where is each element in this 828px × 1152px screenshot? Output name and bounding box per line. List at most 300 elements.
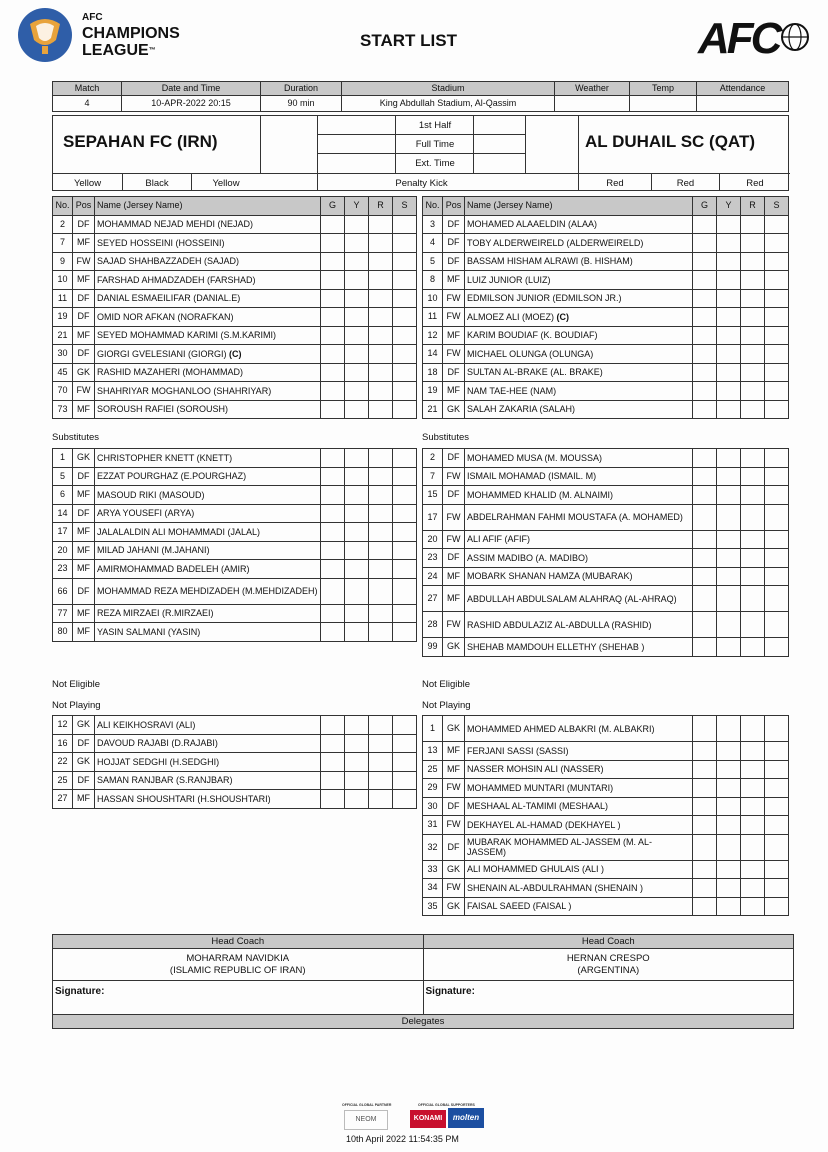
player-row: [53, 252, 417, 271]
home-coach-name: MOHARRAM NAVIDKIA: [186, 952, 290, 964]
red-cell: [741, 271, 765, 290]
player-name: ARYA YOUSEFI (ARYA): [95, 504, 321, 523]
sub-cell: [765, 467, 789, 486]
sub-cell: [393, 790, 417, 809]
datetime-value: 10-APR-2022 20:15: [122, 96, 261, 112]
player-position: FW: [443, 345, 465, 364]
acl-trophy-icon: [16, 6, 74, 64]
goals-cell: [693, 834, 717, 860]
yellow-cell: [717, 549, 741, 568]
red-cell: [369, 308, 393, 327]
player-name: CHRISTOPHER KNETT (KNETT): [95, 449, 321, 468]
player-name: NAM TAE-HEE (NAM): [465, 382, 693, 401]
player-position: GK: [443, 400, 465, 419]
goals-cell: [321, 734, 345, 753]
player-row: [423, 834, 789, 860]
red-cell: [369, 578, 393, 604]
goals-cell: [693, 860, 717, 879]
player-name: ASSIM MADIBO (A. MADIBO): [465, 549, 693, 568]
player-position: DF: [443, 215, 465, 234]
yellow-cell: [717, 816, 741, 835]
player-row: [423, 638, 789, 657]
red-cell: [741, 586, 765, 612]
yellow-cell: [717, 467, 741, 486]
red-cell: [741, 234, 765, 253]
col-r: R: [741, 197, 765, 216]
sub-cell: [393, 623, 417, 642]
home-starters-table: [52, 196, 417, 419]
red-cell: [741, 326, 765, 345]
red-cell: [741, 834, 765, 860]
goals-cell: [693, 567, 717, 586]
player-number: 27: [53, 790, 73, 809]
player-number: 20: [53, 541, 73, 560]
player-name: MOHAMED MUSA (M. MOUSSA): [465, 449, 693, 468]
sub-cell: [393, 308, 417, 327]
goals-cell: [321, 541, 345, 560]
player-name: MOHAMMAD REZA MEHDIZADEH (M.MEHDIZADEH): [95, 578, 321, 604]
sub-cell: [765, 234, 789, 253]
goals-cell: [693, 289, 717, 308]
goals-cell: [693, 897, 717, 916]
player-position: MF: [73, 486, 95, 505]
sub-cell: [765, 289, 789, 308]
red-cell: [741, 449, 765, 468]
player-number: 19: [53, 308, 73, 327]
player-name: MOHAMMAD NEJAD MEHDI (NEJAD): [95, 215, 321, 234]
red-cell: [741, 567, 765, 586]
sub-cell: [393, 523, 417, 542]
yellow-cell: [345, 289, 369, 308]
red-cell: [369, 734, 393, 753]
player-number: 23: [53, 560, 73, 579]
player-position: FW: [73, 252, 95, 271]
goals-cell: [693, 382, 717, 401]
goals-cell: [693, 363, 717, 382]
player-name: SEYED MOHAMMAD KARIMI (S.M.KARIMI): [95, 326, 321, 345]
player-number: 22: [53, 753, 73, 772]
goals-cell: [693, 467, 717, 486]
player-row: [53, 215, 417, 234]
player-name: NASSER MOHSIN ALI (NASSER): [465, 760, 693, 779]
player-position: MF: [73, 523, 95, 542]
player-name: ALI KEIKHOSRAVI (ALI): [95, 716, 321, 735]
player-row: [423, 467, 789, 486]
player-position: MF: [73, 623, 95, 642]
sub-cell: [393, 504, 417, 523]
molten-logo: molten: [448, 1108, 484, 1128]
print-timestamp: 10th April 2022 11:54:35 PM: [346, 1134, 459, 1144]
player-position: GK: [73, 449, 95, 468]
player-name: DAVOUD RAJABI (D.RAJABI): [95, 734, 321, 753]
player-position: MF: [443, 760, 465, 779]
yellow-cell: [717, 860, 741, 879]
col-s: S: [765, 197, 789, 216]
red-cell: [369, 604, 393, 623]
player-number: 35: [423, 897, 443, 916]
player-number: 25: [53, 771, 73, 790]
sub-cell: [393, 541, 417, 560]
goals-cell: [693, 252, 717, 271]
sub-cell: [765, 860, 789, 879]
player-position: FW: [73, 382, 95, 401]
yellow-cell: [717, 897, 741, 916]
yellow-cell: [345, 382, 369, 401]
sub-cell: [765, 816, 789, 835]
yellow-cell: [345, 604, 369, 623]
player-row: [53, 363, 417, 382]
red-cell: [741, 504, 765, 530]
player-name: GIORGI GVELESIANI (GIORGI) (C): [95, 345, 321, 364]
sub-cell: [393, 467, 417, 486]
goals-cell: [321, 753, 345, 772]
player-name: SAMAN RANJBAR (S.RANJBAR): [95, 771, 321, 790]
yellow-cell: [345, 400, 369, 419]
player-number: 5: [53, 467, 73, 486]
goals-cell: [693, 779, 717, 798]
sub-cell: [765, 363, 789, 382]
player-row: [53, 753, 417, 772]
away-signature[interactable]: [423, 981, 794, 1015]
col-y: Y: [717, 197, 741, 216]
red-cell: [741, 638, 765, 657]
sub-cell: [765, 797, 789, 816]
sub-cell: [765, 308, 789, 327]
player-name: MESHAAL AL-TAMIMI (MESHAAL): [465, 797, 693, 816]
goals-cell: [693, 638, 717, 657]
yellow-cell: [717, 797, 741, 816]
coaches-table: [52, 934, 794, 1029]
player-position: DF: [443, 549, 465, 568]
player-row: [423, 760, 789, 779]
goals-cell: [321, 486, 345, 505]
player-number: 99: [423, 638, 443, 657]
goals-cell: [693, 234, 717, 253]
player-name: MASOUD RIKI (MASOUD): [95, 486, 321, 505]
sub-cell: [393, 449, 417, 468]
player-number: 5: [423, 252, 443, 271]
col-pos: Pos: [443, 197, 465, 216]
player-position: FW: [443, 816, 465, 835]
player-position: FW: [443, 467, 465, 486]
player-row: [423, 612, 789, 638]
player-row: [423, 252, 789, 271]
player-name: SOROUSH RAFIEI (SOROUSH): [95, 400, 321, 419]
goals-cell: [693, 879, 717, 898]
away-coach-label: Head Coach: [423, 935, 794, 949]
red-cell: [741, 400, 765, 419]
player-row: [423, 530, 789, 549]
sub-cell: [393, 560, 417, 579]
neom-logo: NEOM: [344, 1110, 388, 1130]
player-position: DF: [443, 363, 465, 382]
yellow-cell: [717, 289, 741, 308]
player-row: [423, 345, 789, 364]
yellow-cell: [717, 834, 741, 860]
player-name: MOHAMMED MUNTARI (MUNTARI): [465, 779, 693, 798]
player-name: MUBARAK MOHAMMED AL-JASSEM (M. AL-JASSEM): [465, 834, 693, 860]
player-row: [423, 897, 789, 916]
yellow-cell: [345, 363, 369, 382]
sponsor2-caption: OFFICIAL GLOBAL SUPPORTERS: [418, 1103, 475, 1107]
player-number: 9: [53, 252, 73, 271]
player-position: FW: [443, 612, 465, 638]
goals-cell: [321, 308, 345, 327]
acl-logo: [16, 6, 216, 66]
goals-cell: [321, 234, 345, 253]
player-name: REZA MIRZAEI (R.MIRZAEI): [95, 604, 321, 623]
sub-cell: [765, 530, 789, 549]
red-cell: [741, 308, 765, 327]
player-name: SHENAIN AL-ABDULRAHMAN (SHENAIN ): [465, 879, 693, 898]
player-position: DF: [73, 734, 95, 753]
red-cell: [741, 760, 765, 779]
player-row: [53, 486, 417, 505]
player-position: FW: [443, 879, 465, 898]
red-cell: [369, 716, 393, 735]
sub-cell: [765, 271, 789, 290]
home-kit-shirt: Yellow: [73, 178, 102, 189]
match-value: 4: [53, 96, 122, 112]
duration-label: Duration: [261, 82, 342, 96]
ext-time-label: Ext. Time: [415, 158, 455, 169]
goals-cell: [693, 612, 717, 638]
sub-cell: [765, 504, 789, 530]
player-position: GK: [443, 897, 465, 916]
sub-cell: [765, 612, 789, 638]
player-number: 31: [423, 816, 443, 835]
stadium-label: Stadium: [342, 82, 555, 96]
sub-cell: [393, 345, 417, 364]
away-starters-table: [422, 196, 789, 419]
red-cell: [369, 486, 393, 505]
away-kit-shirt: Red: [606, 178, 624, 189]
datetime-label: Date and Time: [122, 82, 261, 96]
player-name: SHEHAB MAMDOUH ELLETHY (SHEHAB ): [465, 638, 693, 657]
sub-cell: [765, 345, 789, 364]
goals-cell: [693, 308, 717, 327]
player-name: ISMAIL MOHAMAD (ISMAIL. M): [465, 467, 693, 486]
goals-cell: [321, 345, 345, 364]
player-row: [423, 879, 789, 898]
player-number: 12: [423, 326, 443, 345]
player-row: [423, 400, 789, 419]
yellow-cell: [717, 879, 741, 898]
captain-marker: (C): [229, 348, 242, 359]
player-number: 77: [53, 604, 73, 623]
player-name: MOHAMMED KHALID (M. ALNAIMI): [465, 486, 693, 505]
player-number: 16: [53, 734, 73, 753]
player-position: MF: [443, 326, 465, 345]
sub-cell: [765, 586, 789, 612]
teams-box: [52, 115, 789, 191]
goals-cell: [321, 449, 345, 468]
globe-icon: [780, 22, 810, 52]
player-number: 8: [423, 271, 443, 290]
penalty-kick-label: Penalty Kick: [395, 178, 448, 189]
player-name: ALI MOHAMMED GHULAIS (ALI ): [465, 860, 693, 879]
col-no: No.: [423, 197, 443, 216]
red-cell: [369, 363, 393, 382]
player-row: [423, 449, 789, 468]
sub-cell: [393, 578, 417, 604]
player-number: 33: [423, 860, 443, 879]
sub-cell: [765, 382, 789, 401]
yellow-cell: [345, 271, 369, 290]
goals-cell: [321, 771, 345, 790]
player-number: 7: [53, 234, 73, 253]
player-row: [423, 586, 789, 612]
player-number: 32: [423, 834, 443, 860]
player-row: [423, 271, 789, 290]
brand-afc: AFC: [82, 12, 103, 23]
red-cell: [369, 326, 393, 345]
player-number: 12: [53, 716, 73, 735]
red-cell: [369, 234, 393, 253]
player-name: EZZAT POURGHAZ (E.POURGHAZ): [95, 467, 321, 486]
brand-champions: CHAMPIONS: [82, 25, 180, 42]
goals-cell: [693, 449, 717, 468]
red-cell: [369, 623, 393, 642]
player-position: MF: [443, 742, 465, 761]
goals-cell: [693, 504, 717, 530]
player-number: 13: [423, 742, 443, 761]
yellow-cell: [345, 623, 369, 642]
red-cell: [369, 504, 393, 523]
red-cell: [741, 382, 765, 401]
match-info-table: [52, 81, 789, 112]
red-cell: [741, 742, 765, 761]
player-row: [53, 523, 417, 542]
player-row: [53, 234, 417, 253]
brand-tm: ™: [148, 47, 156, 54]
col-s: S: [393, 197, 417, 216]
player-number: 18: [423, 363, 443, 382]
red-cell: [741, 467, 765, 486]
player-row: [53, 771, 417, 790]
player-position: FW: [443, 779, 465, 798]
duration-value: 90 min: [261, 96, 342, 112]
player-name: JALALALDIN ALI MOHAMMADI (JALAL): [95, 523, 321, 542]
captain-marker: (C): [556, 311, 570, 322]
goals-cell: [693, 271, 717, 290]
player-row: [53, 449, 417, 468]
red-cell: [741, 860, 765, 879]
player-number: 11: [423, 308, 443, 327]
goals-cell: [693, 486, 717, 505]
home-signature[interactable]: [53, 981, 424, 1015]
red-cell: [741, 530, 765, 549]
yellow-cell: [345, 467, 369, 486]
sponsor1-caption: OFFICIAL GLOBAL PARTNER: [342, 1103, 392, 1107]
player-number: 30: [53, 345, 73, 364]
home-team-name: SEPAHAN FC (IRN): [63, 132, 218, 151]
temp-label: Temp: [630, 82, 697, 96]
player-number: 17: [53, 523, 73, 542]
yellow-cell: [717, 567, 741, 586]
goals-cell: [693, 549, 717, 568]
yellow-cell: [717, 716, 741, 742]
col-g: G: [321, 197, 345, 216]
player-row: [423, 860, 789, 879]
col-name: Name (Jersey Name): [95, 197, 321, 216]
player-number: 1: [423, 716, 443, 742]
full-time-label: Full Time: [415, 139, 455, 150]
sub-cell: [393, 734, 417, 753]
red-cell: [741, 612, 765, 638]
player-row: [53, 604, 417, 623]
player-position: MF: [443, 567, 465, 586]
attendance-value: [697, 96, 789, 112]
goals-cell: [693, 345, 717, 364]
yellow-cell: [345, 449, 369, 468]
yellow-cell: [345, 345, 369, 364]
yellow-cell: [717, 742, 741, 761]
red-cell: [369, 252, 393, 271]
yellow-cell: [345, 308, 369, 327]
sub-cell: [393, 716, 417, 735]
player-name: DANIAL ESMAEILIFAR (DANIAL.E): [95, 289, 321, 308]
sub-cell: [765, 779, 789, 798]
home-kit-socks: Yellow: [212, 178, 240, 189]
red-cell: [741, 549, 765, 568]
player-name: HASSAN SHOUSHTARI (H.SHOUSHTARI): [95, 790, 321, 809]
yellow-cell: [717, 638, 741, 657]
goals-cell: [321, 326, 345, 345]
red-cell: [369, 271, 393, 290]
player-name: ABDELRAHMAN FAHMI MOUSTAFA (A. MOHAMED): [465, 504, 693, 530]
goals-cell: [321, 523, 345, 542]
player-row: [423, 486, 789, 505]
player-position: DF: [73, 467, 95, 486]
player-number: 34: [423, 879, 443, 898]
goals-cell: [321, 252, 345, 271]
red-cell: [741, 897, 765, 916]
match-label: Match: [53, 82, 122, 96]
red-cell: [369, 400, 393, 419]
player-number: 73: [53, 400, 73, 419]
goals-cell: [321, 400, 345, 419]
player-name: MOBARK SHANAN HAMZA (MUBARAK): [465, 567, 693, 586]
yellow-cell: [717, 486, 741, 505]
player-name: HOJJAT SEDGHI (H.SEDGHI): [95, 753, 321, 772]
player-row: [423, 549, 789, 568]
player-position: DF: [443, 234, 465, 253]
player-position: DF: [443, 834, 465, 860]
player-position: MF: [443, 271, 465, 290]
yellow-cell: [717, 308, 741, 327]
yellow-cell: [717, 363, 741, 382]
yellow-cell: [345, 790, 369, 809]
player-number: 2: [423, 449, 443, 468]
sub-cell: [765, 252, 789, 271]
sub-cell: [765, 716, 789, 742]
goals-cell: [321, 382, 345, 401]
player-position: DF: [73, 308, 95, 327]
player-name: OMID NOR AFKAN (NORAFKAN): [95, 308, 321, 327]
player-position: GK: [73, 716, 95, 735]
sub-cell: [765, 879, 789, 898]
player-position: DF: [443, 449, 465, 468]
player-number: 19: [423, 382, 443, 401]
red-cell: [369, 289, 393, 308]
temp-value: [630, 96, 697, 112]
player-position: GK: [73, 363, 95, 382]
away-subs-label: Substitutes: [422, 432, 469, 443]
player-name: FAISAL SAEED (FAISAL ): [465, 897, 693, 916]
player-row: [53, 400, 417, 419]
red-cell: [741, 363, 765, 382]
